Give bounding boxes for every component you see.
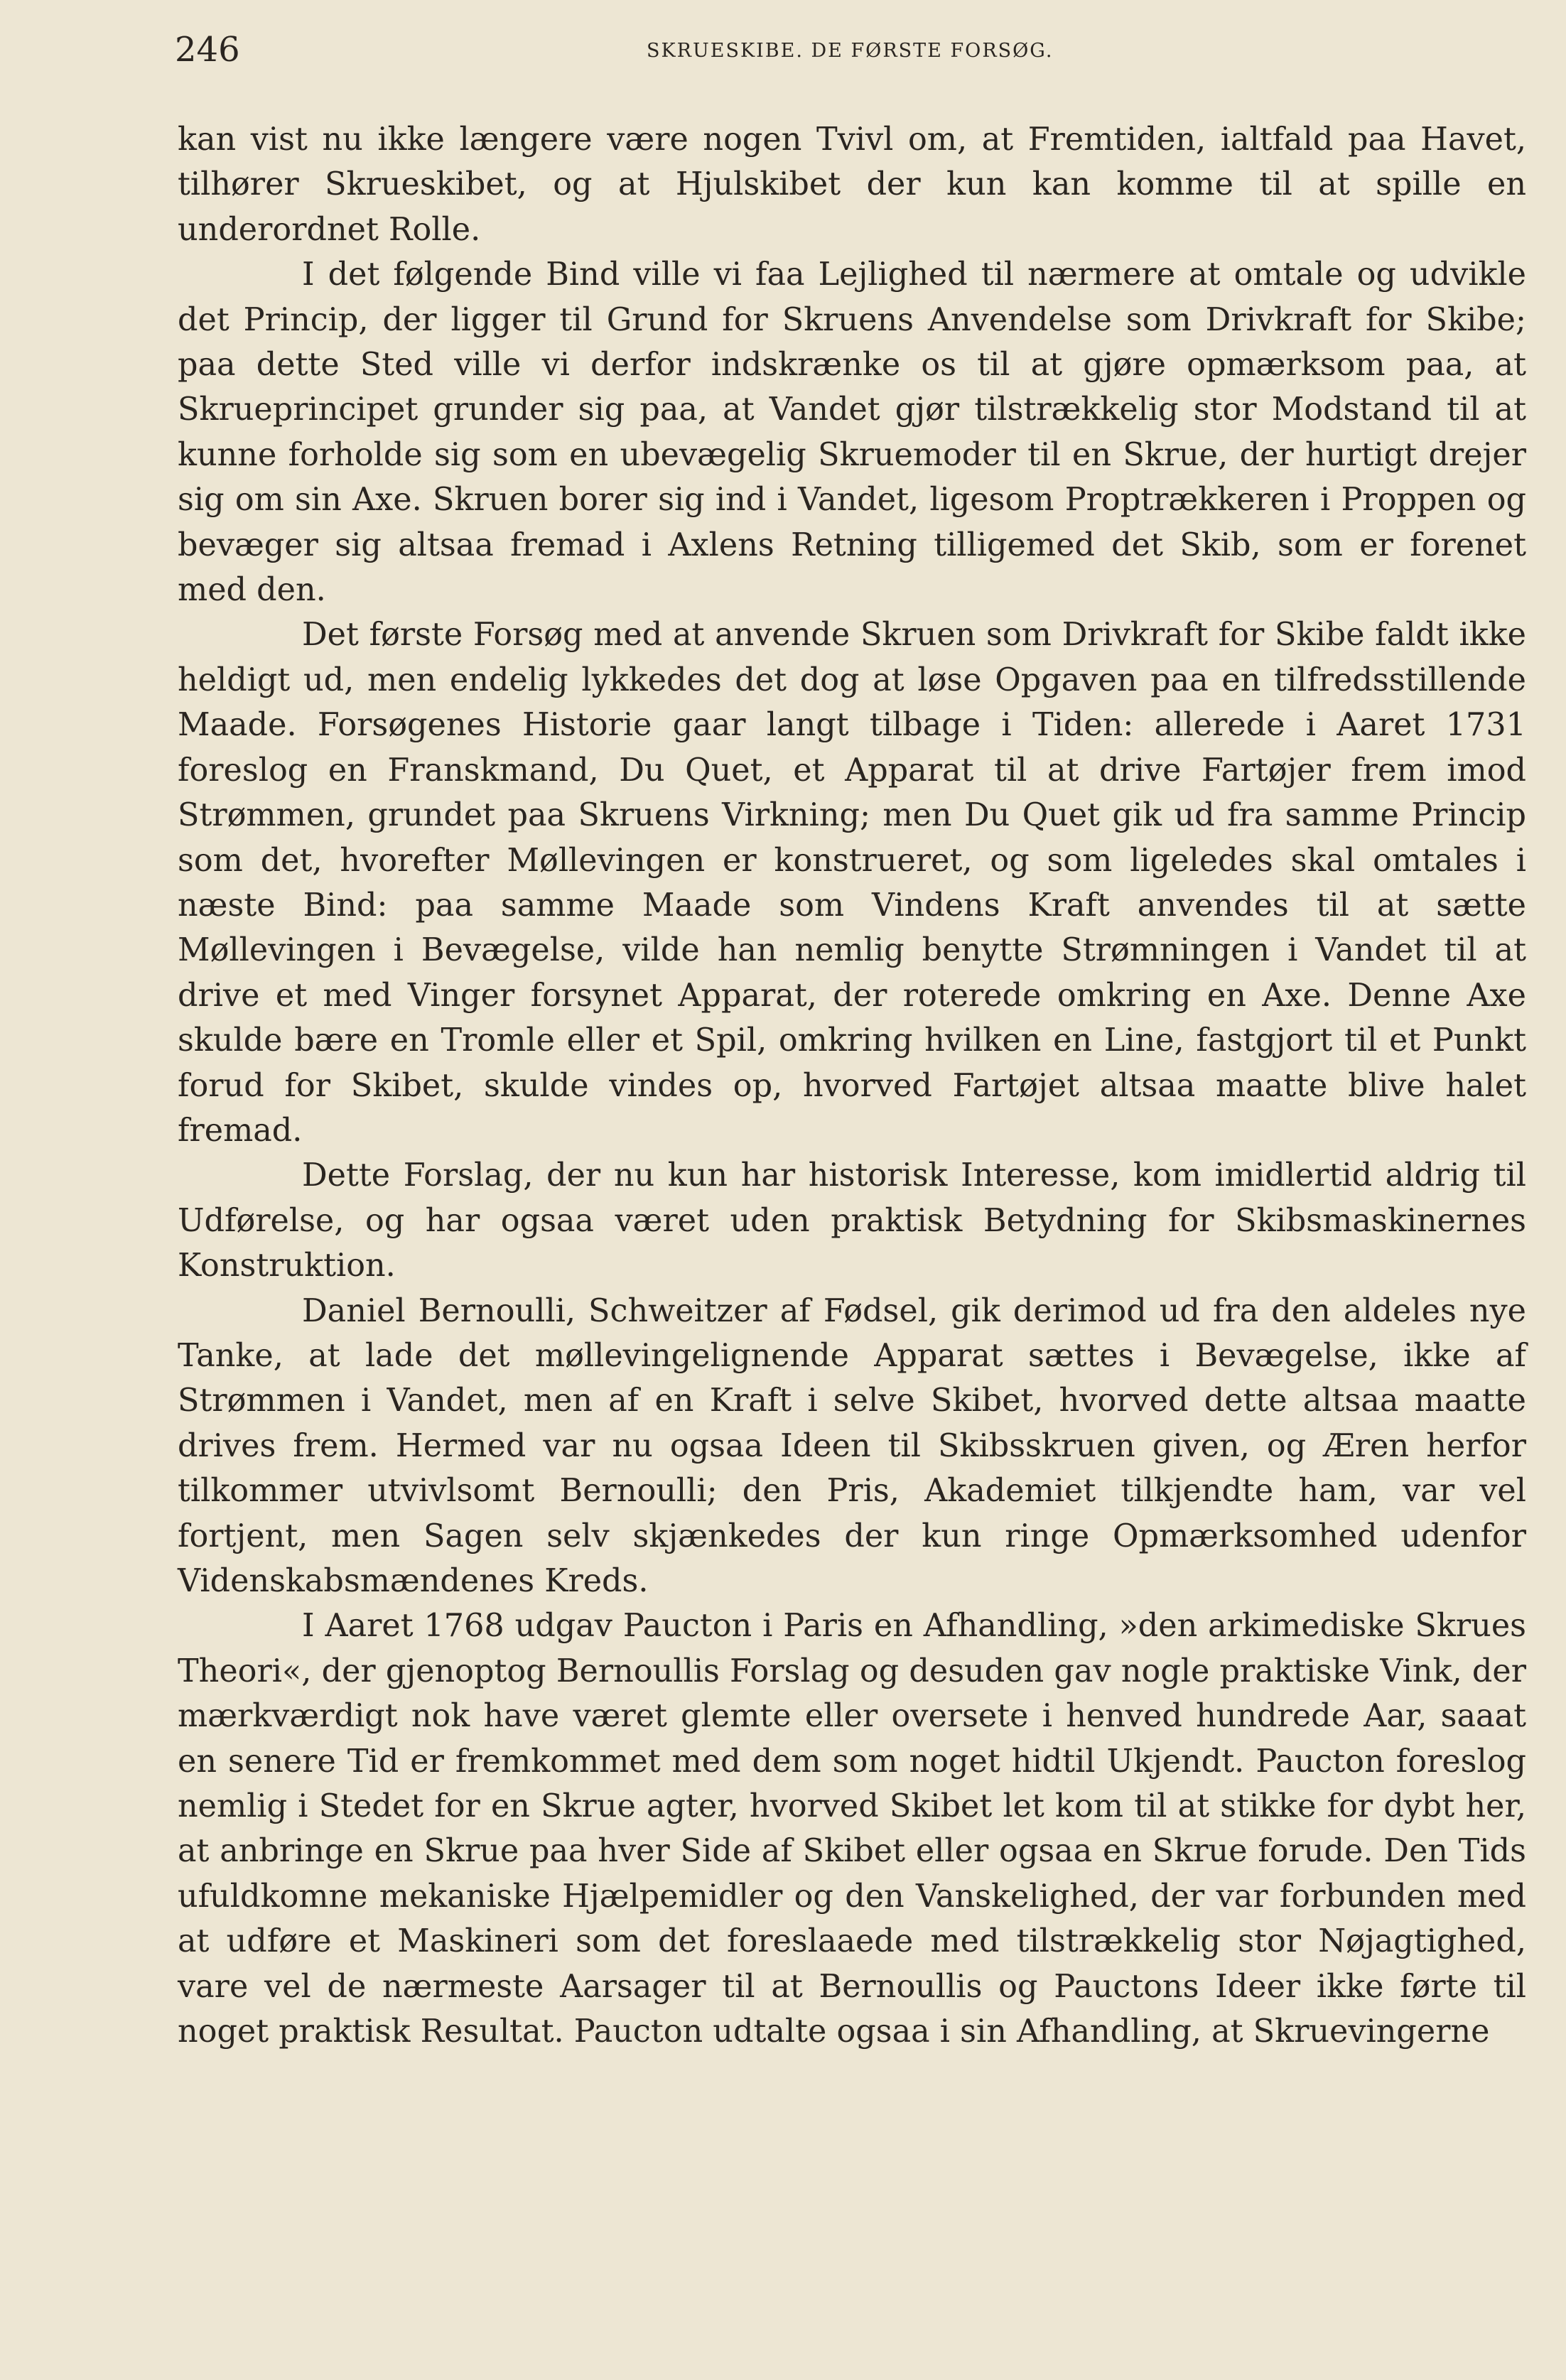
body-text <box>178 117 1526 2054</box>
page-header <box>175 28 1525 71</box>
paragraph: Daniel Bernoulli, Schweitzer af Fødsel, gik derimod ud fra den aldeles nye Tanke, at lade det møllevingelignende Apparat sættes i Bevægelse, ikke af Strømmen i Vandet, men af en Kraft i selve Skibet, hvorved dette altsaa maatte drives frem. Hermed var nu ogsaa Ideen til Skibsskruen given, og Æren herfor tilkommer utvivlsomt Bernoulli; den Pris, Akademiet tilkjendte ham, var vel fortjent, men Sagen selv skjænkedes der kun ringe Opmærksomhed udenfor Videnskabsmændenes Kreds. <box>178 1292 1526 1599</box>
paragraph: kan vist nu ikke længere være nogen Tvivl om, at Fremtiden, ialtfald paa Havet, tilhører Skrueskibet, og at Hjulskibet der kun kan komme til at spille en underordnet Rolle. <box>178 121 1526 248</box>
page-number: 246 <box>175 30 240 70</box>
paragraph: Dette Forslag, der nu kun har historisk Interesse, kom imidlertid aldrig til Udførelse, og har ogsaa været uden praktisk Betydning for Skibsmaskinernes Konstruktion. <box>178 1157 1526 1284</box>
paragraph: I Aaret 1768 udgav Paucton i Paris en Afhandling, »den arkimediske Skrues Theori«, der gjenoptog Bernoullis Forslag og desuden gav nogle praktiske Vink, der mærkværdigt nok have været glemte eller oversete i henved hundrede Aar, saaat en senere Tid er fremkommet med dem som noget hidtil Ukjendt. Paucton foreslog nemlig i Stedet for en Skrue agter, hvorved Skibet let kom til at stikke for dybt her, at anbringe en Skrue paa hver Side af Skibet eller ogsaa en Skrue forude. Den Tids ufuldkomne mekaniske Hjælpemidler og den Vanskelighed, der var forbunden med at udføre et Maskineri som det foreslaaede med tilstrækkelig stor Nøjagtighed, vare vel de nærmeste Aarsager til at Bernoullis og Pauctons Ideer ikke førte til noget praktisk Resultat. Paucton udtalte ogsaa i sin Afhandling, at Skruevingerne <box>178 1608 1526 2050</box>
running-head: SKRUESKIBE. DE FØRSTE FORSØG. <box>647 40 1054 62</box>
paragraph: I det følgende Bind ville vi faa Lejlighed til nærmere at omtale og udvikle det Princip, der ligger til Grund for Skruens Anvendelse som Drivkraft for Skibe; paa dette Sted ville vi derfor indskrænke os til at gjøre opmærksom paa, at Skrueprincipet grunder sig paa, at Vandet gjør tilstrækkelig stor Modstand til at kunne forholde sig som en ubevægelig Skruemoder til en Skrue, der hurtigt drejer sig om sin Axe. Skruen borer sig ind i Vandet, ligesom Proptrækkeren i Proppen og bevæger sig altsaa fremad i Axlens Retning tilligemed det Skib, som er forenet med den. <box>178 256 1526 609</box>
paragraph: Det første Forsøg med at anvende Skruen som Drivkraft for Skibe faldt ikke heldigt ud, men endelig lykkedes det dog at løse Opgaven paa en tilfredsstillende Maade. Forsøgenes Historie gaar langt tilbage i Tiden: allerede i Aaret 1731 foreslog en Franskmand, Du Quet, et Apparat til at drive Fartøjer frem imod Strømmen, grundet paa Skruens Virkning; men Du Quet gik ud fra samme Princip som det, hvorefter Møllevingen er konstrueret, og som ligeledes skal omtales i næste Bind: paa samme Maade som Vindens Kraft anvendes til at sætte Møllevingen i Bevægelse, vilde han nemlig benytte Strømningen i Vandet til at drive et med Vinger forsynet Apparat, der roterede omkring en Axe. Denne Axe skulde bære en Tromle eller et Spil, omkring hvilken en Line, fastgjort til et Punkt forud for Skibet, skulde vindes op, hvorved Fartøjet altsaa maatte blive halet fremad. <box>178 617 1526 1149</box>
